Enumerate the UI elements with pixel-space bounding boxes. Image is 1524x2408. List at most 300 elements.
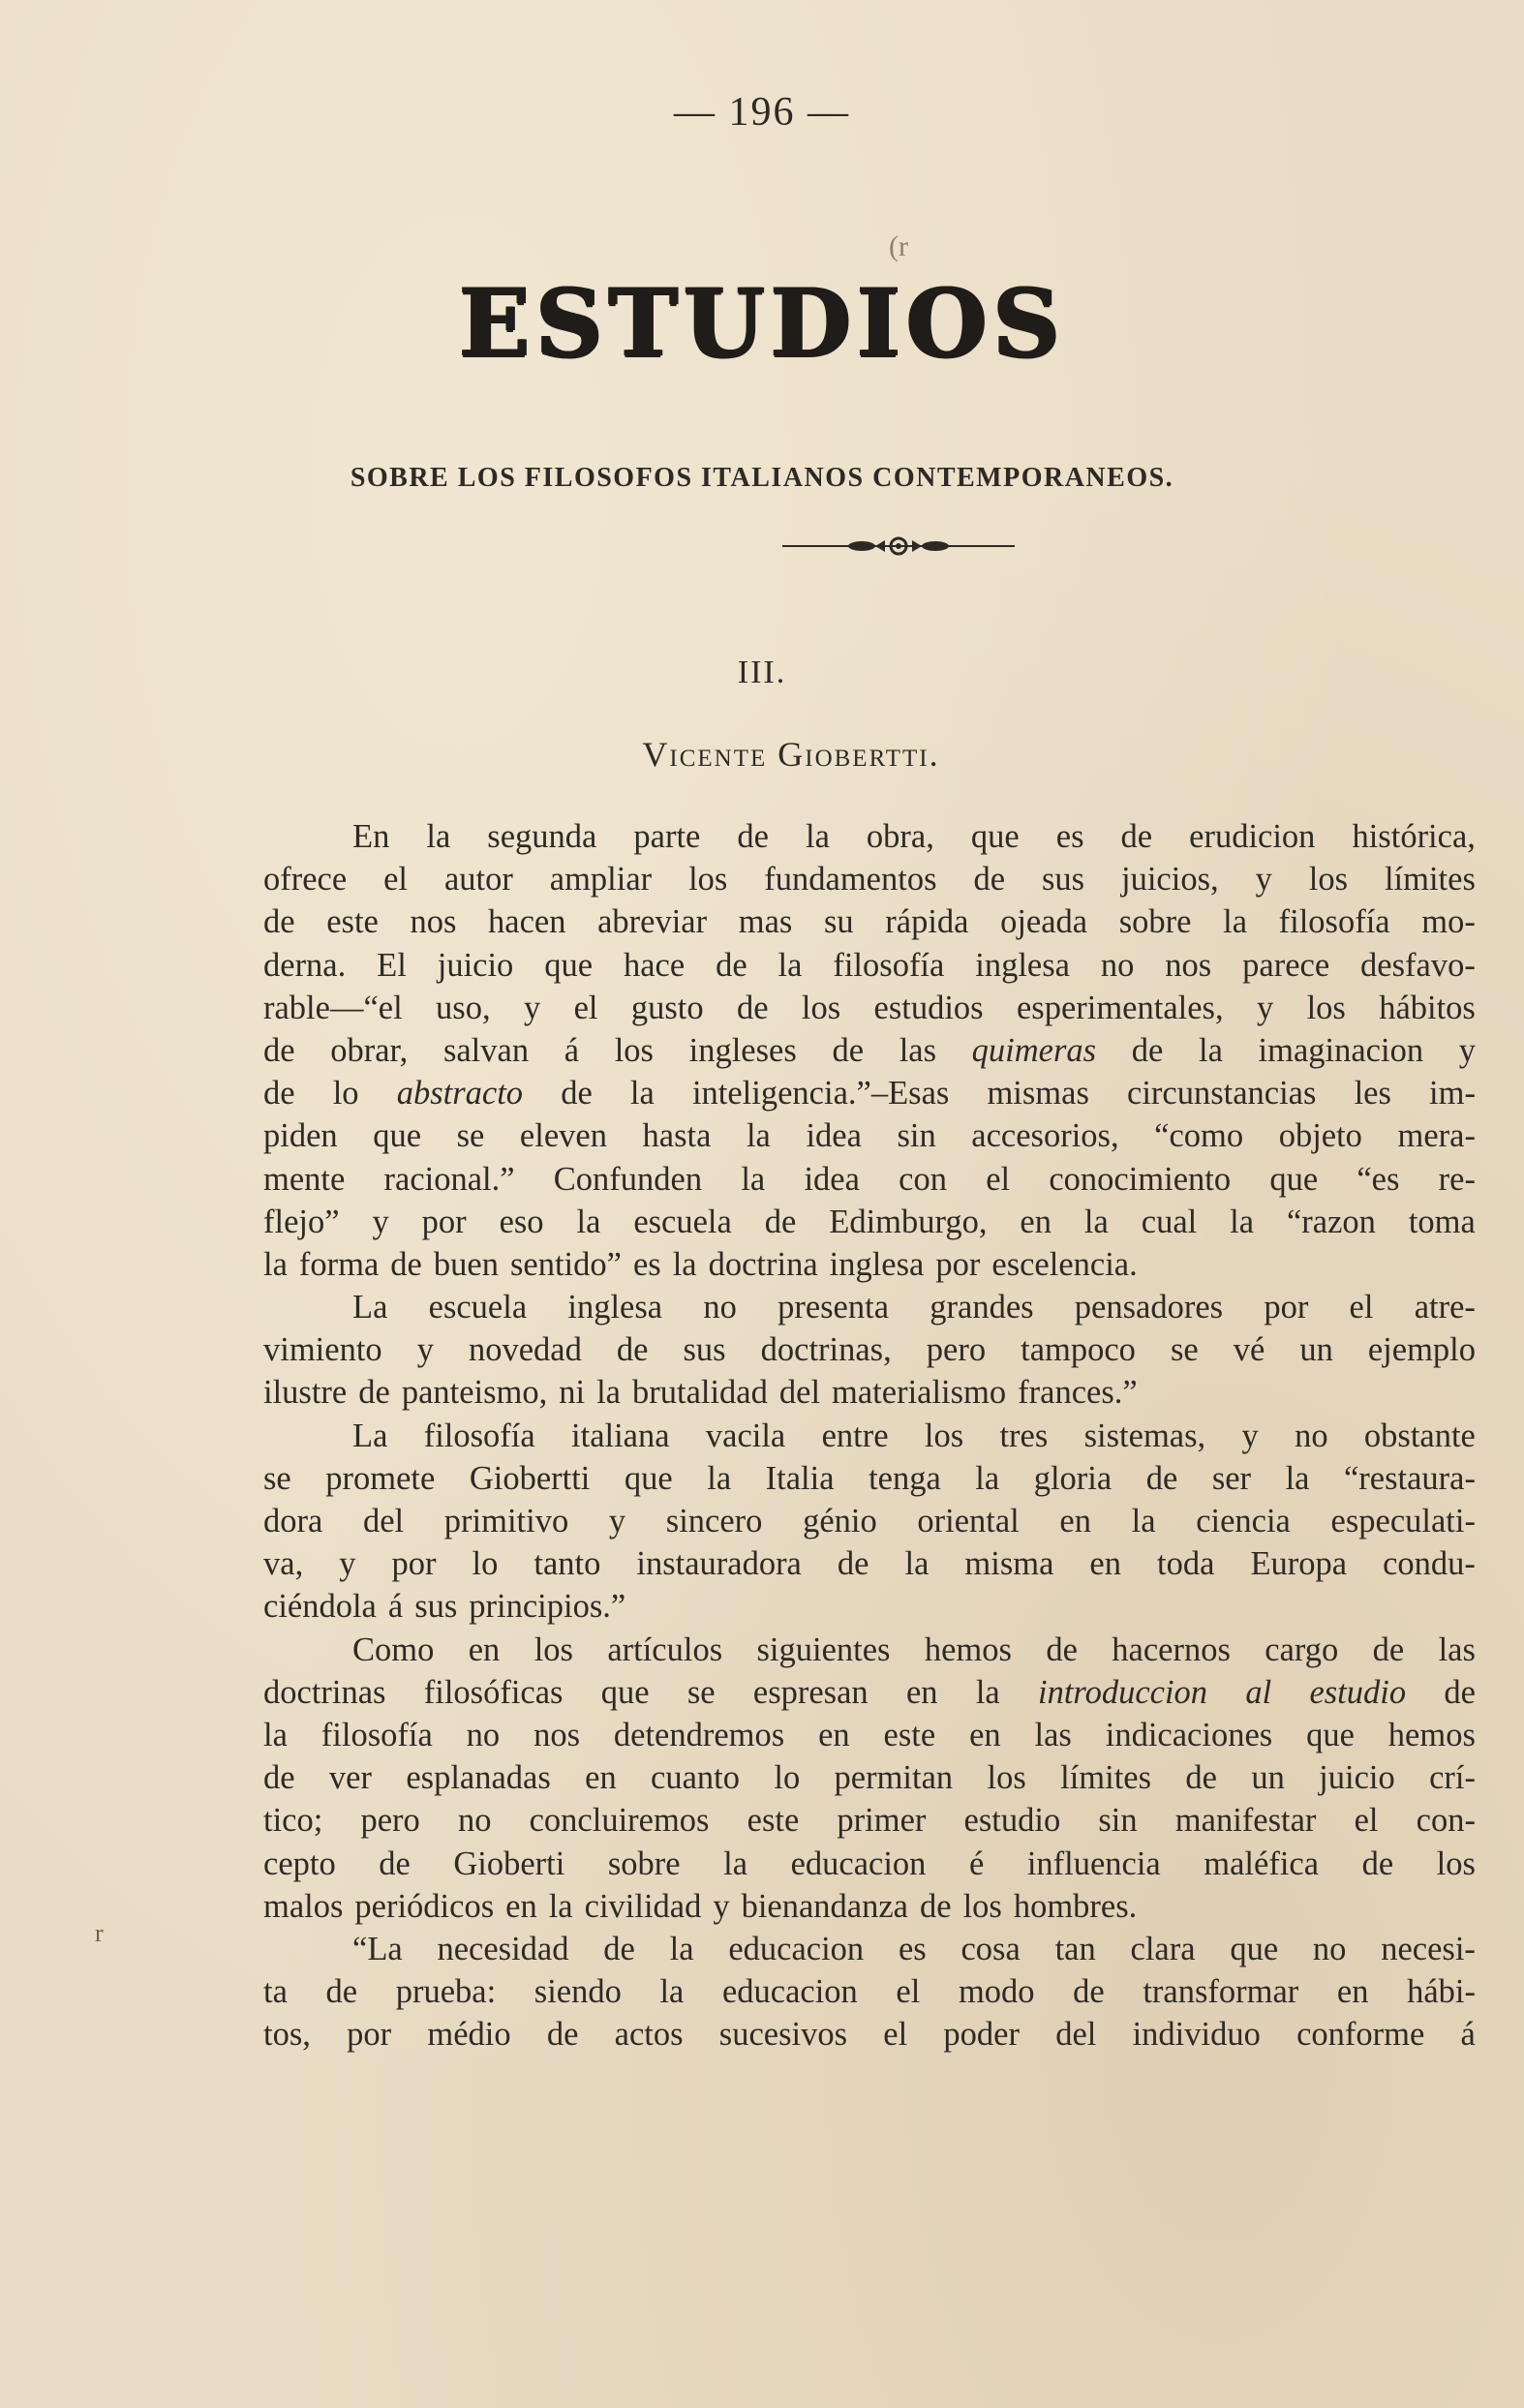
text-word: sin [897, 1117, 936, 1155]
text-word: La [352, 1417, 388, 1454]
text-word: promete [325, 1459, 436, 1497]
text-word: objeto [1278, 1117, 1362, 1155]
text-word: presenta [777, 1289, 890, 1326]
text-word: con [899, 1160, 947, 1198]
text-word: de [1361, 1844, 1394, 1882]
text-word: en [1336, 1973, 1369, 2011]
text-word: manifestar [1174, 1802, 1317, 1840]
text-word: mera- [1397, 1117, 1476, 1155]
text-word: rable—“el [263, 989, 403, 1026]
text-word: ingleses [688, 1031, 797, 1069]
text-word: ta [263, 1973, 288, 2011]
text-word: modo [958, 1973, 1035, 2011]
text-word: de [1073, 1973, 1105, 2011]
text-line [263, 987, 1476, 1029]
text-word: doctrinas, [760, 1331, 892, 1369]
text-word: los [924, 1417, 964, 1454]
section-author: Vicente Giobertti. [642, 735, 940, 774]
text-word: de [616, 1331, 649, 1369]
text-word: la [1083, 1203, 1109, 1240]
text-word: en [818, 1716, 850, 1753]
text-word: sentido” [509, 1245, 622, 1283]
text-word: del [1055, 2016, 1097, 2054]
text-word: la [426, 818, 451, 855]
text-word: novedad [468, 1331, 582, 1369]
text-word: im- [1429, 1075, 1476, 1113]
text-word: los [801, 989, 841, 1026]
text-word: concluiremos [529, 1802, 710, 1840]
text-word: cosa [960, 1930, 1021, 1967]
text-word: grandes [930, 1289, 1034, 1326]
text-word: actos [614, 2016, 684, 2054]
text-line [263, 900, 1476, 943]
text-word: de [1185, 1759, 1217, 1797]
text-word: la [659, 1973, 685, 2011]
text-word: la [576, 1203, 601, 1240]
text-word: de [737, 818, 769, 855]
text-word: médio [427, 2016, 511, 2054]
text-word: el [383, 861, 409, 899]
text-word: vimiento [263, 1331, 382, 1369]
text-word: derna. [263, 946, 347, 984]
text-word: eso [499, 1203, 544, 1240]
text-line [263, 2013, 1476, 2056]
text-word: estudios [873, 989, 984, 1026]
text-word: de [1131, 1031, 1164, 1069]
text-word: obrar, [330, 1031, 409, 1069]
text-line [263, 1029, 1476, 1072]
text-word: obstante [1363, 1417, 1476, 1454]
text-word: de [379, 1844, 411, 1882]
text-line [263, 1158, 1476, 1201]
text-word: los [1306, 989, 1346, 1026]
text-word: tan [1054, 1930, 1096, 1967]
text-word: principios.” [469, 1588, 626, 1626]
text-word: de [837, 1545, 869, 1583]
text-word: esperimentales, [1016, 989, 1224, 1026]
text-word: la [263, 1716, 288, 1753]
text-word: por [935, 1245, 981, 1283]
text-word: es [898, 1930, 927, 1967]
text-word: sobre [607, 1844, 681, 1882]
text-word: de [358, 1374, 390, 1412]
section-number: III. [737, 655, 787, 690]
text-word: educacion [721, 1973, 858, 2011]
text-word: salvan [442, 1031, 530, 1069]
text-word: poder [943, 2016, 1020, 2054]
text-word: al [1245, 1673, 1272, 1711]
text-word: eleven [519, 1117, 607, 1155]
text-word: los [1436, 1844, 1476, 1882]
text-word: escuela [428, 1289, 528, 1326]
text-word: el [896, 1973, 921, 2011]
text-word: El [377, 946, 407, 984]
text-word: parece [1242, 946, 1330, 984]
text-word: ilustre [263, 1374, 348, 1412]
text-word: el [986, 1160, 1011, 1198]
text-word: mas [738, 903, 793, 941]
text-line [263, 815, 1476, 858]
text-word: los [1308, 861, 1349, 899]
text-word: la [741, 1160, 766, 1198]
text-word: que [1269, 1160, 1319, 1198]
text-word: filosofía [423, 1417, 535, 1454]
text-word: la [1198, 1031, 1223, 1069]
text-word: filosóficas [423, 1673, 564, 1711]
text-word: La [352, 1289, 388, 1326]
text-word: En [352, 818, 390, 855]
text-word: los [533, 1631, 573, 1668]
text-word: á [564, 1031, 580, 1069]
text-word: á [387, 1588, 404, 1626]
text-word: lo [774, 1759, 801, 1797]
text-word: conforme [1296, 2016, 1425, 2054]
text-word: estudio [1309, 1673, 1407, 1711]
text-word: el [1354, 1802, 1379, 1840]
text-word: instauradora [636, 1545, 802, 1583]
text-word: las [1438, 1631, 1476, 1668]
text-word: no [1312, 1930, 1347, 1967]
text-word: de [1372, 1631, 1405, 1668]
text-word: las [899, 1031, 937, 1069]
text-word: que [970, 818, 1020, 855]
text-word: lo [332, 1075, 359, 1113]
text-word: que [624, 1459, 673, 1497]
text-word: les [1354, 1075, 1391, 1113]
text-word: en [1089, 1545, 1121, 1583]
text-word: en [468, 1631, 501, 1668]
text-word: que [1306, 1716, 1355, 1753]
text-line [263, 1885, 1476, 1928]
text-word: la [777, 946, 803, 984]
text-word: cuanto [651, 1759, 741, 1797]
text-word: brutalidad [632, 1374, 768, 1412]
text-word: Confunden [553, 1160, 703, 1198]
text-word: clara [1130, 1930, 1196, 1967]
text-word: é [968, 1844, 985, 1882]
text-word: se [1170, 1331, 1199, 1369]
text-word: “como [1154, 1117, 1244, 1155]
text-word: nos [533, 1716, 580, 1753]
text-word: el [573, 989, 598, 1026]
text-word: inglesa [567, 1289, 663, 1326]
text-word: periódicos [354, 1887, 495, 1925]
text-word: tos, [263, 2016, 311, 2054]
text-word: la [263, 1245, 288, 1283]
text-line [263, 1114, 1476, 1157]
text-word: “restaura- [1343, 1459, 1476, 1497]
text-word: ciéndola [263, 1588, 377, 1626]
text-word: toma [1408, 1203, 1476, 1240]
text-word: que [600, 1673, 650, 1711]
text-word: lo [472, 1545, 499, 1583]
text-word: no [457, 1802, 492, 1840]
text-word: ni [559, 1374, 586, 1412]
text-word: este [326, 903, 379, 941]
text-word: de [736, 989, 769, 1026]
text-word: filosofía [833, 946, 945, 984]
text-word: siendo [533, 1973, 622, 2011]
text-word: frances.” [1018, 1374, 1138, 1412]
text-word: quimeras [971, 1031, 1097, 1069]
text-word: educacion [728, 1930, 865, 1967]
text-word: hábi- [1407, 1973, 1476, 2011]
text-word: es [632, 1245, 661, 1283]
text-word: nos [410, 903, 457, 941]
text-word: influencia [1026, 1844, 1161, 1882]
text-line [263, 1371, 1476, 1414]
text-word: y [713, 1887, 730, 1925]
text-word: fundamentos [764, 861, 937, 899]
text-word: por [347, 2016, 392, 2054]
text-word: misma [964, 1545, 1054, 1583]
text-word: el [1349, 1289, 1374, 1326]
text-word: sus [683, 1331, 726, 1369]
text-word: panteismo, [401, 1374, 548, 1412]
text-word: no [466, 1716, 501, 1753]
text-word: sucesivos [718, 2016, 848, 2054]
text-line [263, 1457, 1476, 1500]
text-word: de [920, 1887, 952, 1925]
text-word: materialismo [832, 1374, 1007, 1412]
text-word: en [1059, 1503, 1091, 1539]
text-word: en [505, 1887, 537, 1925]
text-word: ejemplo [1367, 1331, 1476, 1369]
text-line [263, 1072, 1476, 1114]
text-word: cargo [1265, 1631, 1339, 1668]
text-word: bienandanza [741, 1887, 908, 1925]
text-word: en [1020, 1203, 1052, 1240]
text-word: espresan [752, 1673, 869, 1711]
text-word: toda [1157, 1545, 1215, 1583]
text-word: de [390, 1245, 422, 1283]
text-word: escuela [633, 1203, 732, 1240]
text-word: la [1131, 1503, 1156, 1539]
text-line [263, 1585, 1476, 1628]
text-word: la [629, 1075, 655, 1113]
text-line [263, 1542, 1476, 1585]
page-number: — 196 — [674, 90, 850, 135]
text-word: hombres. [1013, 1887, 1138, 1925]
text-word: permitan [834, 1759, 954, 1797]
article-subtitle: SOBRE LOS FILOSOFOS ITALIANOS CONTEMPORANEOS. [350, 463, 1174, 493]
text-word: se [263, 1459, 291, 1497]
text-word: nos [1165, 946, 1212, 984]
text-word: de [546, 2016, 579, 2054]
text-word: hemos [924, 1631, 1012, 1668]
text-word: rápida [885, 903, 969, 941]
text-word: Giobertti [469, 1459, 591, 1497]
text-word: civilidad [584, 1887, 702, 1925]
text-word: ampliar [549, 861, 653, 899]
text-word: de [1444, 1673, 1476, 1711]
text-word: flejo” [263, 1203, 340, 1240]
text-word: inteligencia.”–Esas [691, 1075, 950, 1113]
text-line [263, 1970, 1476, 2013]
text-word: las [1034, 1716, 1072, 1753]
text-word: hacernos [1112, 1631, 1231, 1668]
text-word: juicios, [1121, 861, 1219, 899]
text-word: atre- [1414, 1289, 1476, 1326]
text-word: sus [414, 1588, 458, 1626]
text-line [263, 944, 1476, 987]
text-word: piden [263, 1117, 338, 1155]
text-word: imaginacion [1258, 1031, 1424, 1069]
text-word: ofrece [263, 861, 348, 899]
text-word: hábitos [1379, 989, 1476, 1026]
text-line [263, 1201, 1476, 1243]
text-word: crí- [1429, 1759, 1476, 1797]
text-word: doctrina [708, 1245, 818, 1283]
text-word: de [263, 1075, 295, 1113]
text-word: entre [821, 1417, 889, 1454]
text-word: y [523, 989, 541, 1026]
text-line [263, 1415, 1476, 1457]
text-word: la [805, 818, 830, 855]
text-word: Edimburgo, [829, 1203, 988, 1240]
text-word: individuo [1132, 2016, 1261, 2054]
text-word: tanto [533, 1545, 601, 1583]
text-line [263, 1671, 1476, 1714]
text-word: no [1295, 1417, 1328, 1454]
text-word: hemos [1387, 1716, 1476, 1753]
text-word: de [1120, 818, 1153, 855]
text-word: este [883, 1716, 936, 1753]
text-word: los [614, 1031, 654, 1069]
text-word: la [1230, 1203, 1255, 1240]
text-word: filosofía [1278, 903, 1390, 941]
text-word: el [883, 2016, 908, 2054]
text-word: se [686, 1673, 716, 1711]
text-word: sobre [1118, 903, 1192, 941]
text-word: de [716, 946, 747, 984]
text-word: en [585, 1759, 617, 1797]
text-word: parte [633, 818, 701, 855]
text-word: con- [1416, 1802, 1476, 1840]
text-word: ciencia [1196, 1503, 1291, 1539]
text-word: un [1251, 1759, 1285, 1797]
text-word: de [603, 1930, 635, 1967]
text-word: la [746, 1117, 771, 1155]
text-word: filosofía [320, 1716, 433, 1753]
text-word: pero [360, 1802, 420, 1840]
text-word: gusto [630, 989, 704, 1026]
text-word: y [1255, 861, 1272, 899]
text-word: sin [1098, 1802, 1138, 1840]
text-word: del [778, 1374, 821, 1412]
text-word: estudio [963, 1802, 1061, 1840]
text-word: necesidad [437, 1930, 569, 1967]
text-word: la [1223, 903, 1248, 941]
text-word: la [723, 1844, 748, 1882]
text-word: circunstancias [1127, 1075, 1317, 1113]
text-word: Gioberti [453, 1844, 565, 1882]
text-word: primitivo [443, 1503, 569, 1539]
text-word: gloria [1033, 1459, 1113, 1497]
text-word: la [707, 1459, 732, 1497]
text-word: italiana [571, 1417, 670, 1454]
text-word: vé [1233, 1331, 1265, 1369]
text-word: y [1256, 989, 1274, 1026]
text-word: detendremos [613, 1716, 785, 1753]
text-word: re- [1438, 1160, 1476, 1198]
text-word: por [1264, 1289, 1309, 1326]
text-word: idea [804, 1160, 860, 1198]
text-word: maléfica [1204, 1844, 1320, 1882]
text-word: doctrinas [263, 1673, 386, 1711]
text-word: uso, [436, 989, 491, 1026]
text-word: de [973, 861, 1006, 899]
text-word: es [1055, 818, 1084, 855]
text-word: los [987, 1759, 1026, 1797]
text-word: cual [1141, 1203, 1198, 1240]
text-word: y [339, 1545, 356, 1583]
text-word: y [1458, 1031, 1476, 1069]
text-word: erudicion [1189, 818, 1316, 855]
text-word: tampoco [1021, 1331, 1136, 1369]
text-word: introduccion [1038, 1673, 1208, 1711]
text-word: esplanadas [406, 1759, 551, 1797]
text-word: en [905, 1673, 938, 1711]
text-word: y [1241, 1417, 1259, 1454]
text-word: pero [926, 1331, 987, 1369]
text-word: los [962, 1887, 1002, 1925]
text-word: génio [803, 1503, 877, 1539]
text-word: racional.” [383, 1160, 515, 1198]
margin-ink-mark: r [95, 1919, 104, 1947]
text-word: vacila [705, 1417, 786, 1454]
text-line [263, 1756, 1476, 1799]
text-word: ojeada [1000, 903, 1088, 941]
text-word: pensadores [1074, 1289, 1224, 1326]
text-word: un [1299, 1331, 1333, 1369]
text-word: los [688, 861, 728, 899]
text-word: mismas [987, 1075, 1089, 1113]
text-line [263, 1500, 1476, 1542]
text-word: de [561, 1075, 593, 1113]
text-line [263, 1328, 1476, 1371]
text-word: de [263, 1031, 295, 1069]
text-word: este [747, 1802, 800, 1840]
text-line [263, 1286, 1476, 1328]
text-word: ser [1211, 1459, 1252, 1497]
text-word: inglesa [829, 1245, 925, 1283]
text-word: artículos [607, 1631, 723, 1668]
text-word: se [456, 1117, 485, 1155]
text-word: autor [443, 861, 513, 899]
text-word: mente [263, 1160, 346, 1198]
text-word: “es [1356, 1160, 1400, 1198]
text-word: va, [263, 1545, 304, 1583]
text-word: tico; [263, 1802, 323, 1840]
text-word: de [1046, 1631, 1078, 1668]
text-word: de [325, 1973, 358, 2011]
text-word: la [1285, 1459, 1310, 1497]
text-word: la [672, 1245, 697, 1283]
text-word: y [608, 1503, 626, 1539]
text-word: de [263, 1759, 295, 1797]
text-word: cepto [263, 1844, 336, 1882]
text-line [263, 858, 1476, 900]
text-word: escelencia. [991, 1245, 1138, 1283]
text-word: que [544, 946, 594, 984]
stray-ink-mark: (r [889, 230, 908, 262]
text-word: que [1230, 1930, 1279, 1967]
text-word: la [975, 1459, 1000, 1497]
text-word: de [764, 1203, 797, 1240]
text-word: la [975, 1673, 1000, 1711]
text-line [263, 1629, 1476, 1671]
